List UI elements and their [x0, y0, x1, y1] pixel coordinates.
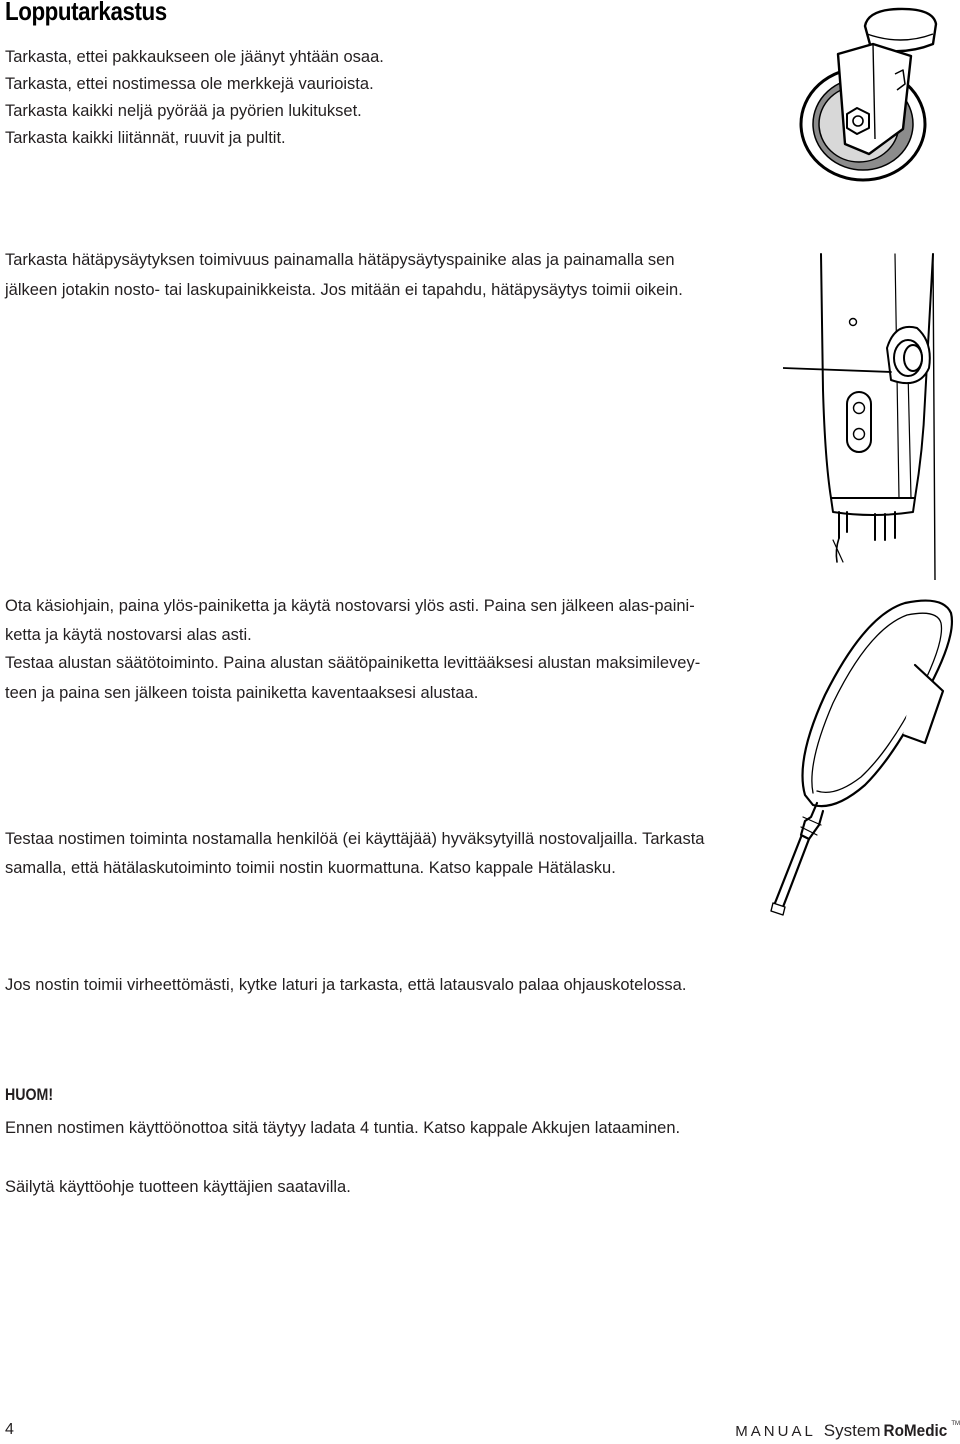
note-text: Ennen nostimen käyttöönottoa sitä täytyy ladata 4 tuntia. Katso kappale Akkujen lataaminen.	[5, 1119, 681, 1137]
charger-text: Jos nostin toimii virheettömästi, kytke laturi ja tarkasta, että latausvalo palaa ohjauskotelossa.	[5, 976, 687, 994]
hand-control-text: Testaa alustan säätötoiminto. Paina alustan säätöpainiketta levittääksesi alustan maksimilevey-	[5, 654, 701, 672]
test-lift-text: samalla, että hätälaskutoiminto toimii nostin kuormattuna. Katso kappale Hätälasku.	[5, 859, 616, 877]
keep-manual-text: Säilytä käyttöohje tuotteen käyttäjien saatavilla.	[5, 1178, 351, 1196]
test-lift-text: Testaa nostimen toiminta nostamalla henkilöä (ei käyttäjää) hyväksytyillä nostovaljailla. Tarkasta	[5, 830, 705, 848]
footer-brand	[735, 1421, 960, 1441]
check-item: Tarkasta kaikki liitännät, ruuvit ja pultit.	[5, 129, 286, 147]
brand-system: System	[823, 1421, 881, 1440]
hand-control-text: teen ja paina sen jälkeen toista painiketta kaventaaksesi alustaa.	[5, 684, 479, 702]
emergency-stop-text: jälkeen jotakin nosto- tai laskupainikkeista. Jos mitään ei tapahdu, hätäpysäytys toimii oikein.	[5, 281, 683, 299]
caster-wheel-icon	[793, 4, 943, 184]
hand-control-text: ketta ja käytä nostovarsi alas asti.	[5, 626, 252, 644]
emergency-stop-text: Tarkasta hätäpysäytyksen toimivuus painamalla hätäpysäytyspainike alas ja painamalla sen	[5, 251, 675, 269]
page-title: Lopputarkastus	[5, 0, 167, 26]
brand-tm: TM	[951, 1421, 960, 1427]
check-item: Tarkasta, ettei pakkaukseen ole jäänyt yhtään osaa.	[5, 48, 384, 66]
hand-control-text: Ota käsiohjain, paina ylös-painiketta ja käytä nostovarsi ylös asti. Paina sen jälkeen alas-paini-	[5, 597, 695, 615]
footer-manual: MANUAL	[735, 1423, 816, 1440]
check-item: Tarkasta, ettei nostimessa ole merkkejä vaurioista.	[5, 75, 374, 93]
page-number: 4	[5, 1421, 14, 1438]
brand-romedic: RoMedic	[884, 1421, 948, 1440]
check-item: Tarkasta kaikki neljä pyörää ja pyörien lukitukset.	[5, 102, 362, 120]
emergency-stop-icon	[783, 250, 953, 580]
hand-control-icon	[765, 585, 960, 920]
note-heading: HUOM!	[5, 1086, 54, 1104]
